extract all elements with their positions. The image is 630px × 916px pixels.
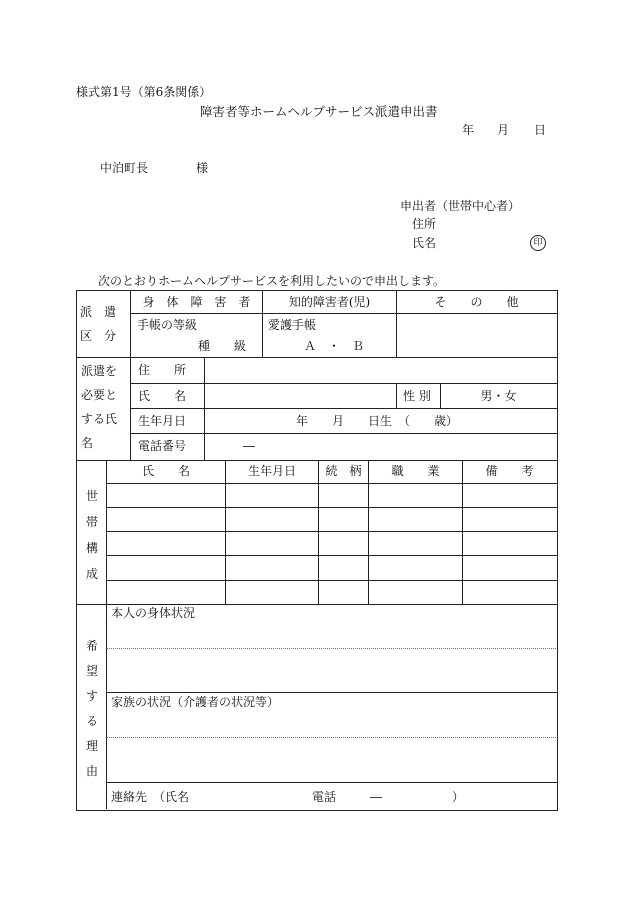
aigo-handbook-label: 愛護手帳 xyxy=(268,318,317,332)
body-condition-label: 本人の身体状況 xyxy=(111,606,196,620)
person-label-2: 必要と xyxy=(81,388,118,402)
person-name-label: 氏 名 xyxy=(138,389,187,403)
contact-label: 連絡先 （氏名 xyxy=(111,790,190,804)
contact-phone-label: 電話 xyxy=(312,790,337,804)
dispatch-category-label-2: 区 分 xyxy=(80,329,117,343)
phone-label: 電話番号 xyxy=(138,439,187,453)
date-month-label: 月 xyxy=(497,123,510,137)
form-title: 障害者等ホームヘルプサービス派遣申出書 xyxy=(200,104,438,119)
honorific: 様 xyxy=(196,161,209,175)
person-label-1: 派遣を xyxy=(81,364,118,378)
intro-text: 次のとおりホームヘルプサービスを利用したいので申出します。 xyxy=(98,274,446,288)
applicant-address-label: 住所 xyxy=(412,217,437,231)
birth-label: 生年月日 xyxy=(138,414,187,428)
household-col-birth: 生年月日 xyxy=(247,464,296,478)
handbook-grade-label: 手帳の等級 xyxy=(137,318,198,332)
col-intellectual-header: 知的障害者(児) xyxy=(288,295,371,309)
phone-dash: ― xyxy=(243,439,255,453)
household-col-name: 氏 名 xyxy=(141,464,190,478)
person-address-label: 住 所 xyxy=(138,363,187,377)
sex-options: 男・女 xyxy=(480,389,517,403)
contact-dash: ― xyxy=(370,790,382,804)
household-col-relation: 続 柄 xyxy=(325,464,362,478)
date-year-label: 年 xyxy=(462,123,475,137)
household-col-remarks: 備 考 xyxy=(485,464,534,478)
type-grade-label: 種 級 xyxy=(198,339,247,353)
family-condition-label: 家族の状況（介護者の状況等） xyxy=(111,695,280,709)
person-label-4: 名 xyxy=(81,436,94,450)
seal-mark: 印 xyxy=(530,235,546,251)
dispatch-category-label-1: 派 遣 xyxy=(80,305,117,319)
person-label-3: する氏 xyxy=(81,412,118,426)
applicant-label: 申出者（世帯中心者） xyxy=(400,199,521,213)
household-col-occupation: 職 業 xyxy=(391,464,440,478)
date-day-label: 日 xyxy=(534,123,547,137)
reason-label: 希 望 す る 理 由 xyxy=(85,639,98,778)
col-physical-header: 身 体 障 害 者 xyxy=(142,295,251,309)
birth-format: 年 月 日生 （ 歳） xyxy=(296,414,459,428)
household-label: 世 帯 構 成 xyxy=(85,489,98,581)
applicant-name-label: 氏名 xyxy=(412,236,437,250)
aigo-options: Ａ ・ Ｂ xyxy=(304,339,365,353)
col-other-header: そ の 他 xyxy=(434,295,519,309)
form-number: 様式第1号（第6条関係） xyxy=(76,85,212,99)
addressee: 中泊町長 xyxy=(100,161,149,175)
contact-close: ） xyxy=(452,790,465,804)
sex-label: 性 別 xyxy=(403,389,431,403)
